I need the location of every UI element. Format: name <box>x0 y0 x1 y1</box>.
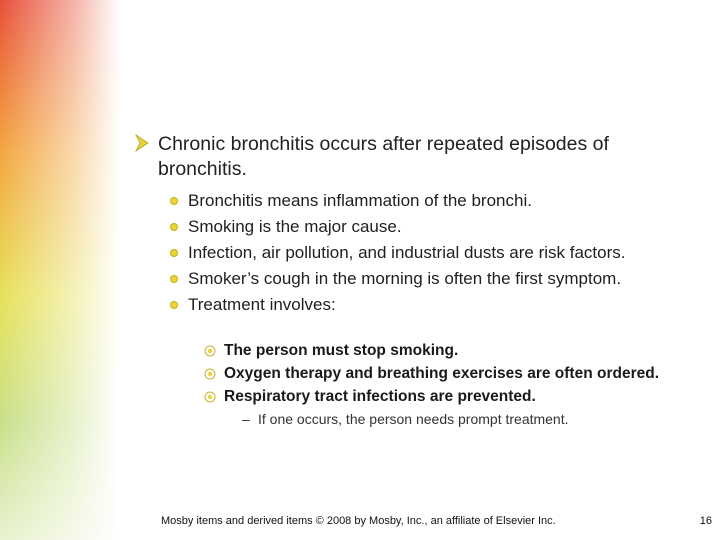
sun-bullet-icon <box>204 345 216 357</box>
level4-bullet-text: If one occurs, the person needs prompt treatment. <box>258 411 569 427</box>
sub-bullet <box>170 294 700 316</box>
sun-bullet-icon <box>204 368 216 380</box>
sub-bullet-text: Bronchitis means inflammation of the bronchi. <box>188 191 532 210</box>
sub-sub-bullet-text: The person must stop smoking. <box>224 342 459 359</box>
sub-bullet <box>170 190 700 212</box>
sun-bullet-icon <box>204 391 216 403</box>
sub-bullet-text: Smoking is the major cause. <box>188 217 402 236</box>
sub-bullet-text: Infection, air pollution, and industrial dusts are risk factors. <box>188 243 626 262</box>
dot-bullet-icon <box>170 301 178 309</box>
main-bullet <box>138 132 698 182</box>
arrow-bullet-icon <box>134 133 150 153</box>
sub-bullet-list <box>170 190 700 320</box>
sub-bullet <box>170 268 700 290</box>
dot-bullet-icon <box>170 275 178 283</box>
sub-bullet <box>170 216 700 238</box>
sub-sub-bullet-list <box>204 339 704 408</box>
dot-bullet-icon <box>170 249 178 257</box>
main-bullet-text: Chronic bronchitis occurs after repeated episodes of bronchitis. <box>158 133 609 180</box>
sub-sub-bullet-text: Respiratory tract infections are prevented. <box>224 388 536 405</box>
sub-sub-bullet-text: Oxygen therapy and breathing exercises are often ordered. <box>224 365 660 382</box>
dot-bullet-icon <box>170 223 178 231</box>
sub-bullet-text: Treatment involves: <box>188 295 336 314</box>
sub-bullet-text: Smoker’s cough in the morning is often the first symptom. <box>188 269 622 288</box>
sub-sub-bullet <box>204 339 704 362</box>
copyright-footer: Mosby items and derived items © 2008 by Mosby, Inc., an affiliate of Elsevier Inc. <box>161 515 556 527</box>
sub-sub-bullet <box>204 362 704 385</box>
level4-bullet <box>242 409 682 429</box>
page-number: 16 <box>699 515 712 527</box>
sub-bullet <box>170 242 628 264</box>
dot-bullet-icon <box>170 197 178 205</box>
dash-marker: – <box>242 411 250 427</box>
sub-sub-bullet <box>204 385 704 408</box>
